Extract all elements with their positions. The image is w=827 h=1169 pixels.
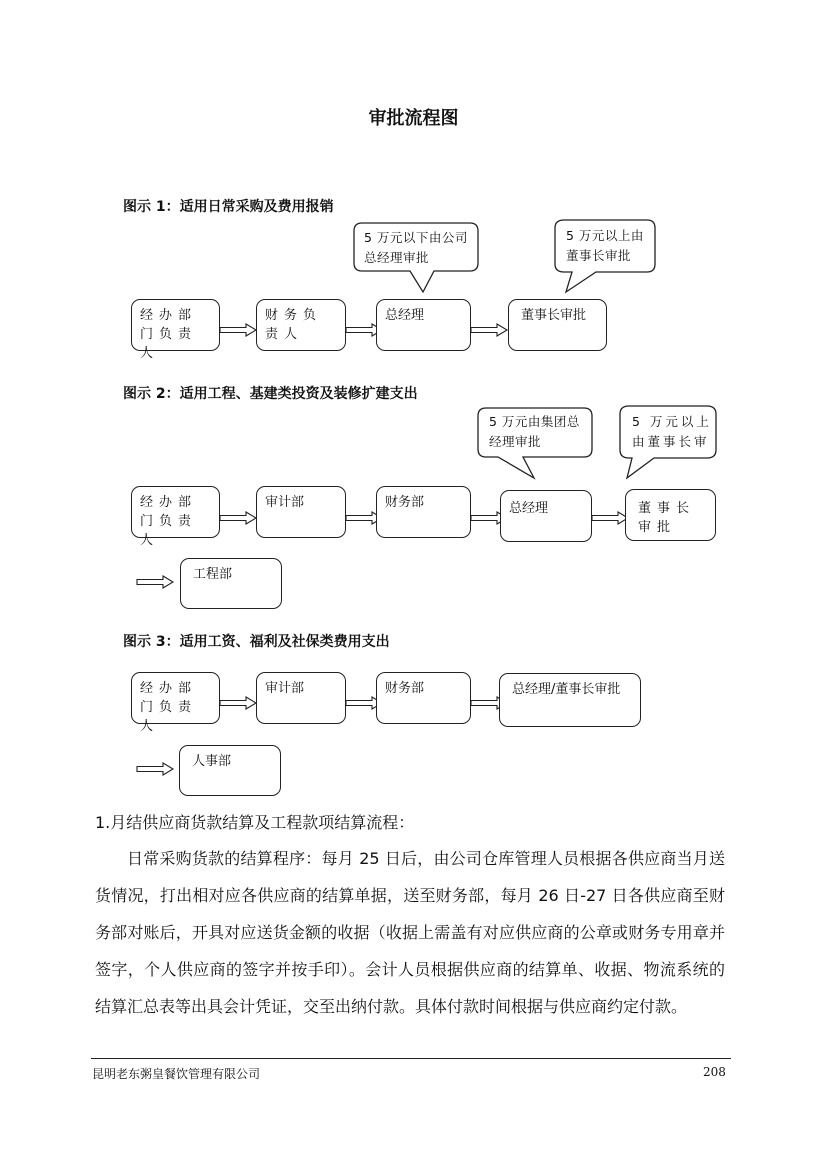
flow-box-finance: 财务部: [376, 486, 471, 538]
figure-1-caption: 图示 1：适用日常采购及费用报销: [123, 199, 334, 215]
callout-text: [364, 228, 468, 268]
body-paragraph: 日常采购货款的结算程序：每月 25 日后，由公司仓库管理人员根据各供应商当月送货情况，打出相对应各供应商的结算单据，送至财务部，每月 26 日-27 日各供应商至财务部对账后，开具对应送货金额的收据（收据上需盖有对应供应商的公章或财务专用章并签字，个人供应商的签字并按手印）。会计人员根据供应商的结算单、收据、物流系统的结算汇总表等出具会计凭证，交至出纳付款。具体付款时间根据与供应商约定付款。: [95, 849, 725, 1016]
flow-box-chairman: 董事长审批: [625, 489, 716, 541]
callout-line: 5 万元以上由: [566, 228, 644, 243]
flow-box-general-manager: 总经理: [500, 490, 592, 542]
flow-arrow: [592, 512, 628, 524]
figure-2-caption: 图示 2：适用工程、基建类投资及装修扩建支出: [123, 386, 418, 402]
flow-box-audit: 审计部: [256, 486, 346, 538]
footer-divider: [91, 1058, 731, 1059]
flow-box-general-manager: 总经理: [376, 299, 471, 351]
callout-line: 由董事长审: [632, 434, 710, 449]
flow-box-finance: 财务部: [376, 672, 471, 724]
page-number: 208: [703, 1065, 726, 1079]
flow-box-handler: 经办部门负责人: [131, 672, 220, 724]
page-title: 审批流程图: [368, 108, 459, 129]
section-heading: 1.月结供应商货款结算及工程款项结算流程：: [95, 813, 415, 832]
callout-text: [566, 226, 644, 266]
flow-arrow: [137, 576, 173, 588]
callout-line: 5 万元由集团总: [489, 414, 580, 429]
flow-box-finance-head: 财务负责人: [256, 299, 346, 351]
callout-line: 董事长审批: [566, 248, 632, 263]
flow-arrow: [220, 324, 256, 336]
flow-box-audit: 审计部: [256, 672, 346, 724]
flow-arrow: [137, 763, 173, 775]
flow-box-engineering: 工程部: [180, 558, 282, 609]
callout-line: 5 万元以下由公司: [364, 230, 468, 245]
footer-company: 昆明老东粥皇餐饮管理有限公司: [92, 1067, 261, 1081]
flow-box-hr: 人事部: [179, 745, 281, 796]
callout-text: [489, 412, 580, 452]
callout-line: 总经理审批: [364, 250, 430, 265]
flow-box-chairman: 董事长审批: [508, 299, 607, 351]
figure-3-caption: 图示 3：适用工资、福利及社保类费用支出: [123, 634, 390, 650]
callout-line: 5 万元以上: [632, 414, 712, 429]
callout-text: [632, 412, 712, 452]
flow-box-gm-chairman: 总经理/董事长审批: [499, 673, 641, 727]
flow-box-handler: 经办部门负责人: [131, 486, 220, 538]
flow-arrow: [220, 697, 256, 709]
flow-arrow: [220, 512, 256, 524]
callout-line: 经理审批: [489, 434, 542, 449]
flow-box-handler: 经办部门负责人: [131, 299, 220, 351]
flow-arrow: [471, 324, 507, 336]
